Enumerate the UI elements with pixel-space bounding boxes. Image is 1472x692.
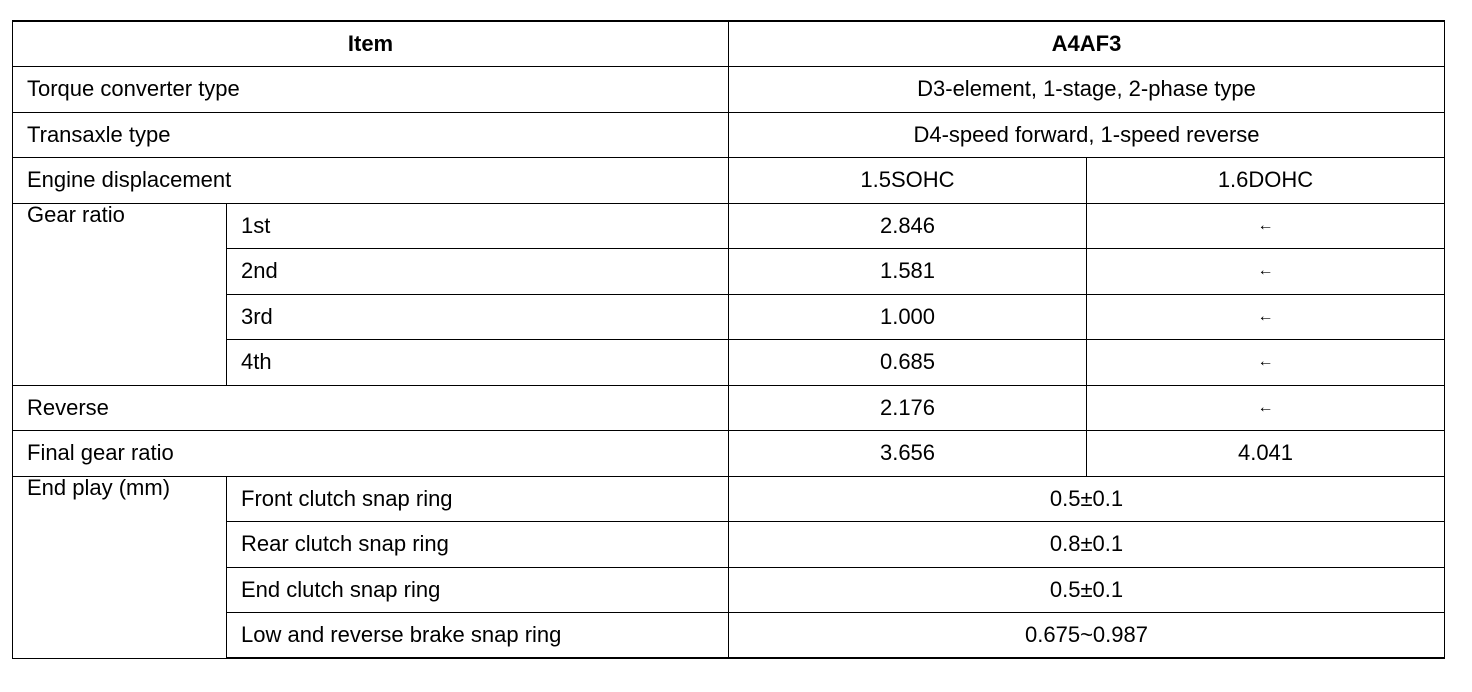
table-row (13, 67, 1445, 113)
table-row (13, 294, 1445, 340)
same-as-left-arrow: ← (1087, 385, 1445, 431)
table-row (13, 203, 1445, 249)
engine-displacement-label: Engine displacement (13, 158, 729, 204)
header-item: Item (13, 21, 729, 67)
gear-ratio-label: Gear ratio (13, 203, 227, 385)
same-as-left-arrow: ← (1087, 203, 1445, 249)
gear-name: 3rd (227, 294, 729, 340)
gear-name: 2nd (227, 249, 729, 295)
table-row (13, 567, 1445, 613)
end-play-value: 0.8±0.1 (729, 522, 1445, 568)
header-model: A4AF3 (729, 21, 1445, 67)
table-row (13, 112, 1445, 158)
gear-ratio-a: 1.000 (729, 294, 1087, 340)
final-gear-ratio-b: 4.041 (1087, 431, 1445, 477)
end-play-value: 0.5±0.1 (729, 476, 1445, 522)
spec-table (12, 20, 1445, 659)
gear-name: 4th (227, 340, 729, 386)
table-row (13, 340, 1445, 386)
gear-ratio-a: 2.846 (729, 203, 1087, 249)
reverse-a: 2.176 (729, 385, 1087, 431)
table-row (13, 249, 1445, 295)
transaxle-label: Transaxle type (13, 112, 729, 158)
gear-name: 1st (227, 203, 729, 249)
table-row (13, 613, 1445, 659)
engine-displacement-col-b: 1.6DOHC (1087, 158, 1445, 204)
end-play-value: 0.675~0.987 (729, 613, 1445, 659)
table-row (13, 522, 1445, 568)
gear-ratio-a: 0.685 (729, 340, 1087, 386)
final-gear-ratio-label: Final gear ratio (13, 431, 729, 477)
same-as-left-arrow: ← (1087, 249, 1445, 295)
end-play-item: End clutch snap ring (227, 567, 729, 613)
table-row (13, 385, 1445, 431)
table-row (13, 158, 1445, 204)
table-row (13, 476, 1445, 522)
reverse-label: Reverse (13, 385, 729, 431)
end-play-value: 0.5±0.1 (729, 567, 1445, 613)
torque-converter-value: D3-element, 1-stage, 2-phase type (729, 67, 1445, 113)
end-play-item: Rear clutch snap ring (227, 522, 729, 568)
transaxle-value: D4-speed forward, 1-speed reverse (729, 112, 1445, 158)
final-gear-ratio-a: 3.656 (729, 431, 1087, 477)
header-row (13, 21, 1445, 67)
same-as-left-arrow: ← (1087, 340, 1445, 386)
torque-converter-label: Torque converter type (13, 67, 729, 113)
gear-ratio-a: 1.581 (729, 249, 1087, 295)
end-play-item: Low and reverse brake snap ring (227, 613, 729, 659)
same-as-left-arrow: ← (1087, 294, 1445, 340)
end-play-item: Front clutch snap ring (227, 476, 729, 522)
engine-displacement-col-a: 1.5SOHC (729, 158, 1087, 204)
table-row (13, 431, 1445, 477)
end-play-label: End play (mm) (13, 476, 227, 658)
